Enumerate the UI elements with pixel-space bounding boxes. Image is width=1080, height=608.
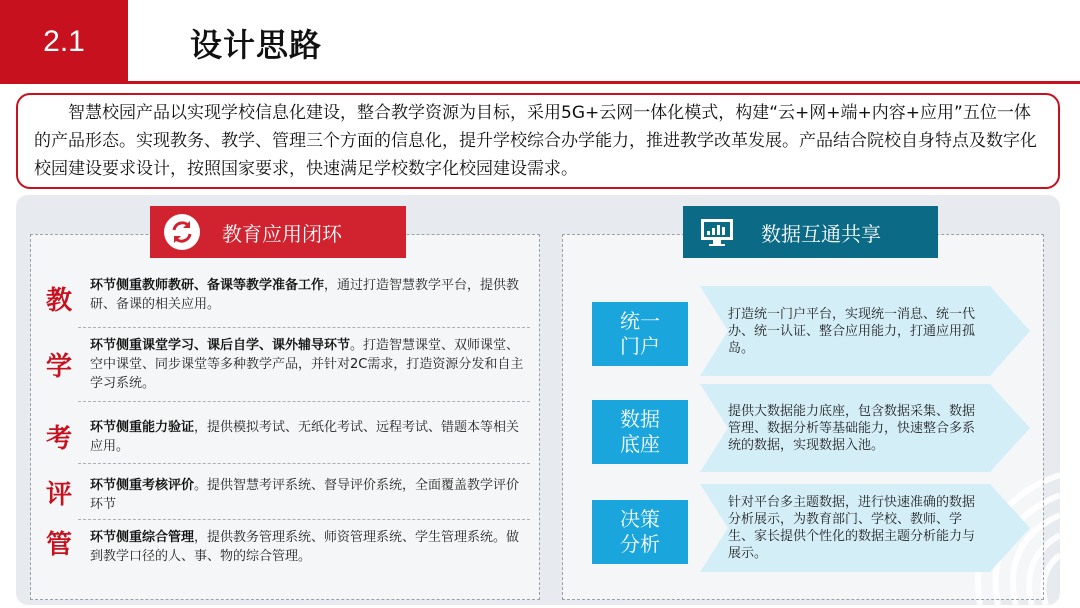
item-emphasis: 环节侧重综合管理	[90, 530, 195, 545]
item-text: ，通过打造智慧教学平台，提供教研、备课的相关应用。	[90, 278, 520, 312]
item-emphasis: 环节侧重课堂学习、课后自学、课外辅导环节	[90, 338, 351, 353]
side-char-learn: 学	[46, 352, 73, 382]
chevron-text: 打造统一门户平台，实现统一消息、统一代办、统一认证、整合应用能力，打通应用孤岛。	[728, 306, 976, 356]
side-char-manage: 管	[46, 530, 73, 560]
item-text: ，提供教务管理系统、师资管理系统、学生管理系统。做到教学口径的人、事、物的综合管理。	[90, 530, 520, 564]
header-divider	[128, 81, 1080, 84]
section-number-badge: 2.1	[0, 0, 128, 84]
list-item	[78, 276, 530, 328]
chevron-text: 针对平台多主题数据，进行快速准确的数据分析展示，为教育部门、学校、教师、学生、家长提供个性化的数据主题分析能力与展示。	[728, 495, 976, 561]
label-text: 数据 底座	[620, 407, 660, 456]
refresh-cycle-icon	[164, 214, 200, 250]
education-loop-header	[150, 206, 406, 258]
chevron-decision-analysis	[700, 484, 1030, 572]
intro-box	[16, 93, 1060, 189]
label-text: 决策 分析	[620, 507, 660, 556]
chevron-unified-portal	[700, 286, 1030, 376]
education-loop-title: 教育应用闭环	[222, 221, 342, 246]
side-char-evaluate: 评	[46, 480, 73, 510]
intro-text: 智慧校园产品以实现学校信息化建设，整合教学资源为目标，采用5G+云网一体化模式，构建“云+网+端+内容+应用”五位一体的产品形态。实现教务、教学、管理三个方面的信息化，提升学校综合办学能力，推进教学改革发展。产品结合院校自身特点及数字化校园建设要求设计，按照国家要求，快速满足学校数字化校园建设需求。	[34, 103, 1037, 179]
label-data-foundation	[592, 400, 688, 464]
page-title: 设计思路	[190, 26, 323, 64]
item-text: 。提供智慧考评系统、督导评价系统，全面覆盖教学评价环节	[90, 478, 520, 512]
chevron-text: 提供大数据能力底座，包含数据采集、数据管理、数据分析等基础能力，快速整合多系统的数据，实现数据入池。	[728, 403, 976, 453]
monitor-chart-icon	[699, 214, 735, 250]
side-char-exam: 考	[46, 424, 73, 454]
label-unified-portal	[592, 302, 688, 366]
data-sharing-title: 数据互通共享	[761, 221, 881, 246]
list-item	[78, 476, 530, 520]
list-item	[78, 336, 530, 402]
chevron-data-foundation	[700, 384, 1030, 472]
side-char-teach: 教	[46, 286, 73, 316]
item-text: 。打造智慧课堂、双师课堂、空中课堂、同步课堂等多种教学产品，并针对2C需求，打造资源分发和自主学习系统。	[90, 338, 524, 391]
item-emphasis: 环节侧重教师教研、备课等教学准备工作	[90, 278, 325, 293]
list-item	[78, 418, 530, 464]
list-item	[78, 528, 530, 572]
item-text: ，提供模拟考试、无纸化考试、远程考试、错题本等相关应用。	[90, 420, 520, 454]
label-text: 统一 门户	[620, 309, 660, 358]
item-emphasis: 环节侧重考核评价	[90, 478, 195, 493]
data-sharing-header	[683, 206, 938, 258]
item-emphasis: 环节侧重能力验证	[90, 420, 195, 435]
label-decision-analysis	[592, 500, 688, 564]
